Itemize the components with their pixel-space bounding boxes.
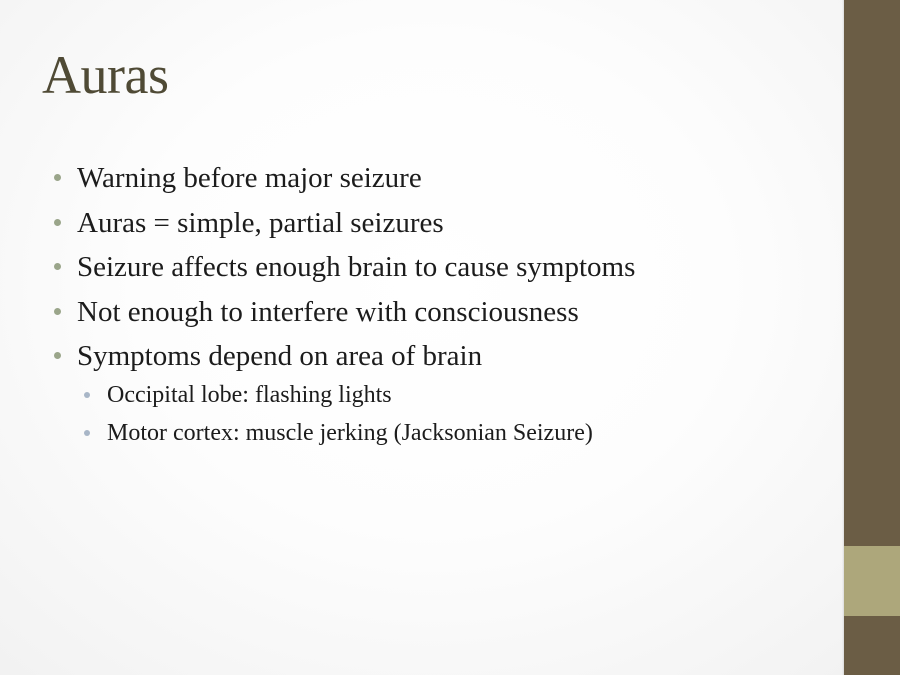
bullet-item (52, 245, 635, 290)
bullet-item (52, 334, 635, 379)
bullet-dot-icon (54, 263, 61, 270)
bullet-text: Not enough to interfere with consciousness (77, 295, 579, 328)
bullet-text: Auras = simple, partial seizures (77, 206, 444, 239)
bullet-text: Seizure affects enough brain to cause symptoms (77, 251, 636, 283)
sub-bullet-dot-icon (84, 430, 90, 436)
bullet-dot-icon (54, 219, 61, 226)
sub-bullet-list (82, 376, 665, 452)
sub-bullet-group (52, 379, 635, 455)
slide-title: Auras (42, 45, 169, 105)
sub-bullet-item (82, 376, 665, 414)
bullet-dot-icon (54, 308, 61, 315)
decorative-side-bar-accent (844, 546, 900, 616)
sub-bullet-text: Occipital lobe: flashing lights (107, 381, 392, 408)
bullet-item (52, 290, 635, 335)
bullet-list (52, 156, 635, 455)
bullet-text: Symptoms depend on area of brain (77, 340, 483, 372)
bullet-item (52, 201, 635, 246)
bullet-item (52, 156, 635, 201)
sub-bullet-item (82, 414, 665, 452)
bullet-dot-icon (54, 174, 61, 181)
bullet-text: Warning before major seizure (77, 162, 422, 194)
bullet-dot-icon (54, 352, 61, 359)
sub-bullet-text: Motor cortex: muscle jerking (Jacksonian Seizure) (107, 419, 593, 446)
sub-bullet-dot-icon (84, 392, 90, 398)
